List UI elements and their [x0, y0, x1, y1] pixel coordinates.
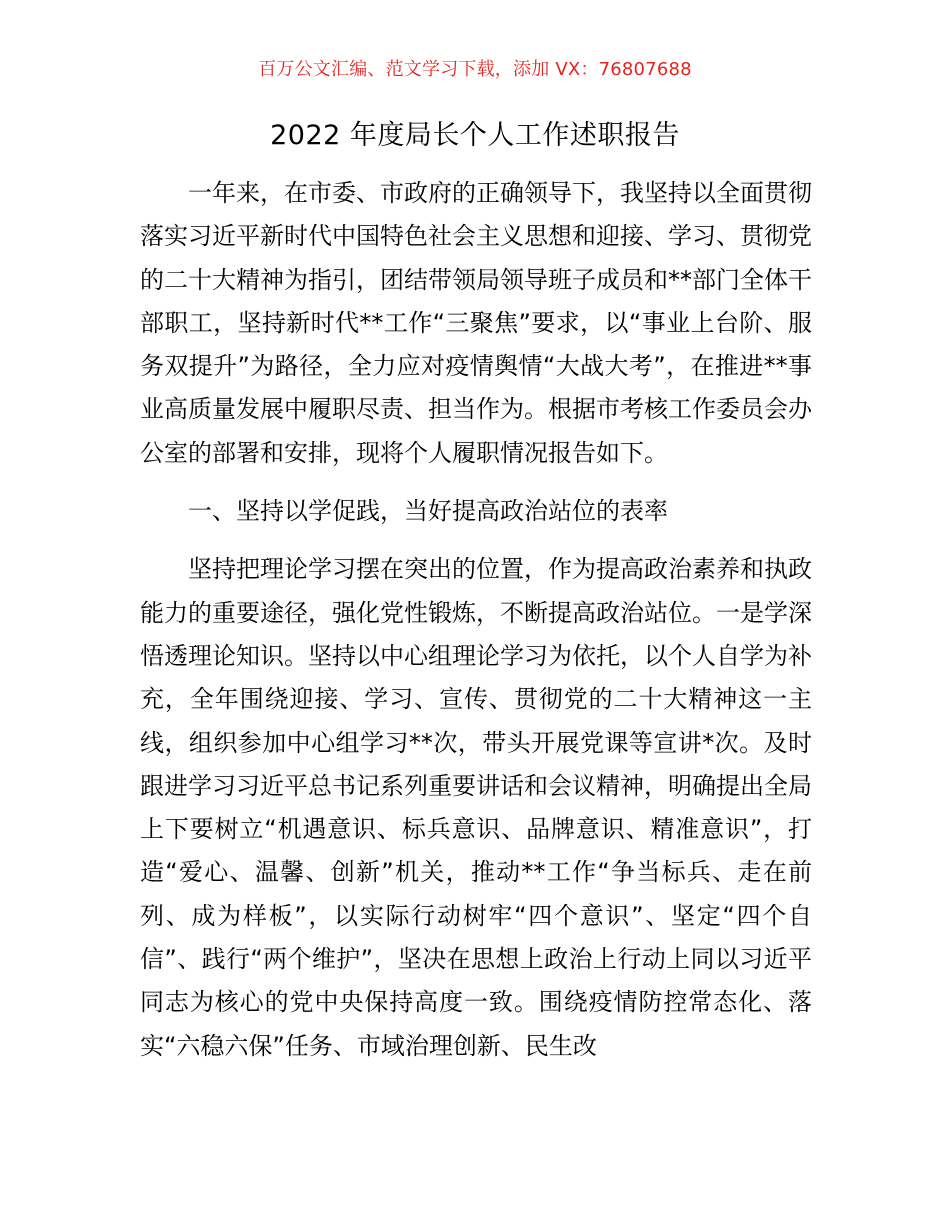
document-body	[140, 172, 812, 1068]
paragraph-section-1: 坚持把理论学习摆在突出的位置，作为提高政治素养和执政能力的重要途径，强化党性锻炼，不断提高政治站位。一是学深悟透理论知识。坚持以中心组理论学习为依托，以个人自学为补充，全年围绕迎接、学习、宣传、贯彻党的二十大精神这一主线，组织参加中心组学习**次，带头开展党课等宣讲*次。及时跟进学习习近平总书记系列重要讲话和会议精神，明确提出全局上下要树立“机遇意识、标兵意识、品牌意识、精准意识”，打造“爱心、温馨、创新”机关，推动**工作“争当标兵、走在前列、成为样板”，以实际行动树牢“四个意识”、坚定“四个自信”、践行“两个维护”，坚决在思想上政治上行动上同以习近平同志为核心的党中央保持高度一致。围绕疫情防控常态化、落实“六稳六保”任务、市域治理创新、民生改	[140, 555, 812, 1060]
section-heading-1: 一、坚持以学促践，当好提高政治站位的表率	[188, 497, 668, 526]
page-title: 2022 年度局长个人工作述职报告	[270, 120, 680, 151]
watermark-header: 百万公文汇编、范文学习下载，添加 VX：76807688	[258, 59, 692, 80]
paragraph-intro: 一年来，在市委、市政府的正确领导下，我坚持以全面贯彻落实习近平新时代中国特色社会主义思想和迎接、学习、贯彻党的二十大精神为指引，团结带领局领导班子成员和**部门全体干部职工，坚持新时代**工作“三聚焦”要求，以“事业上台阶、服务双提升”为路径，全力应对疫情舆情“大战大考”，在推进**事业高质量发展中履职尽责、担当作为。根据市考核工作委员会办公室的部署和安排，现将个人履职情况报告如下。	[140, 179, 812, 467]
